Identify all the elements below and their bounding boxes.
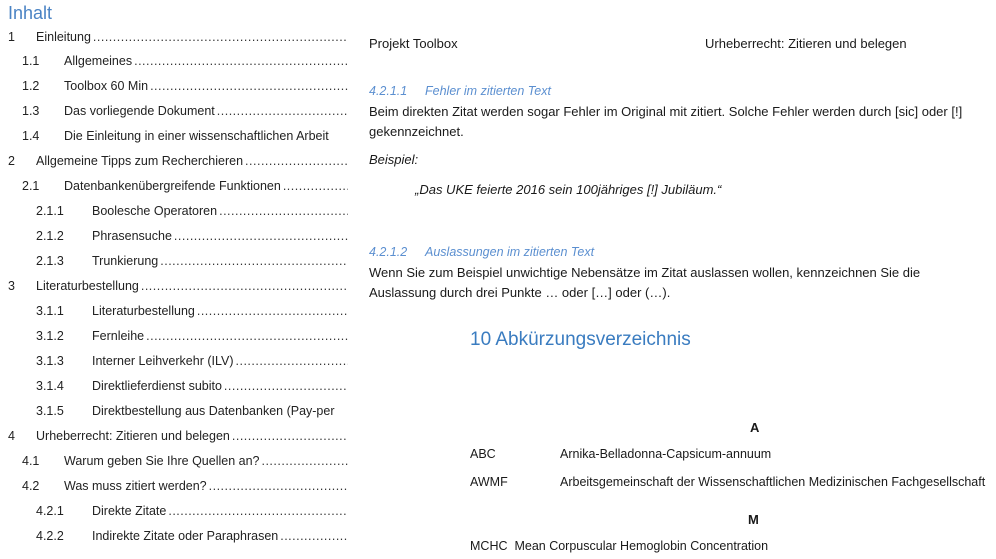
toc-dot-leader <box>209 477 348 495</box>
subheading-title: Auslassungen im zitierten Text <box>425 245 595 259</box>
toc-entry[interactable] <box>36 527 348 545</box>
toc-dot-leader <box>217 102 348 120</box>
paragraph-auslassungen: Wenn Sie zum Beispiel unwichtige Nebensätze im Zitat auslassen wollen, kennzeichnen Sie die Auslassung durch drei Punkte … oder […] oder (…). <box>369 265 921 300</box>
toc-entry[interactable] <box>22 452 348 470</box>
document-page <box>352 0 996 559</box>
toc-entry-number: 3.1.2 <box>36 329 64 343</box>
toc-entry-text: Was muss zitiert werden? <box>64 479 207 493</box>
toc-entry-number: 3.1.4 <box>36 379 64 393</box>
paragraph-fehler: Beim direkten Zitat werden sogar Fehler im Original mit zitiert. Solche Fehler werden durch [sic] oder [!] gekennzeichnet. <box>369 104 963 139</box>
toc-dot-leader <box>160 252 348 270</box>
toc-entry[interactable] <box>22 477 348 495</box>
toc-entry-text: Literaturbestellung <box>92 304 195 318</box>
chapter-heading: 10 Abkürzungsverzeichnis <box>470 329 691 350</box>
toc-dot-leader <box>283 177 348 195</box>
toc-entry[interactable] <box>36 377 348 395</box>
toc-title: Inhalt <box>8 3 53 23</box>
toc-entry-text: Fernleihe <box>92 329 145 343</box>
toc-entry-text: Warum geben Sie Ihre Quellen an? <box>64 454 260 468</box>
abbreviation-value: Arnika-Belladonna-Capsicum-annuum <box>560 447 772 461</box>
toc-dot-leader <box>232 427 348 445</box>
letter-heading-m: M <box>748 512 759 527</box>
abbreviation-key: MCHC <box>470 539 508 553</box>
toc-entry[interactable] <box>36 202 348 220</box>
toc-entry-text: Toolbox 60 Min <box>64 79 149 93</box>
toc-entry-text: Allgemeines <box>64 54 133 68</box>
abbreviation-value: Mean Corpuscular Hemoglobin Concentration <box>514 539 769 553</box>
toc-entry-number: 2.1.3 <box>36 254 64 268</box>
toc-entry-text: Phrasensuche <box>92 229 172 243</box>
header-right: Urheberrecht: Zitieren und belegen <box>705 36 907 51</box>
header-left: Projekt Toolbox <box>369 36 458 51</box>
subheading-auslassungen <box>369 245 594 259</box>
toc-entry[interactable] <box>36 302 348 320</box>
toc-entry[interactable] <box>36 402 348 420</box>
abbreviation-key: ABC <box>470 447 496 461</box>
toc-dot-leader <box>141 277 348 295</box>
toc-entry-number: 4.2.2 <box>36 529 64 543</box>
toc-entry-text: Einleitung <box>36 30 91 44</box>
toc-dot-leader <box>168 502 348 520</box>
toc-entry-text: Urheberrecht: Zitieren und belegen <box>36 429 230 443</box>
toc-entry-text: Das vorliegende Dokument <box>64 104 215 118</box>
toc-entry[interactable] <box>36 252 348 270</box>
toc-dot-leader <box>261 452 348 470</box>
toc-entry[interactable] <box>8 152 348 170</box>
example-label: Beispiel: <box>369 152 419 167</box>
toc-entry-number: 2 <box>8 154 15 168</box>
toc-entry[interactable] <box>22 52 348 70</box>
toc-dot-leader <box>150 77 348 95</box>
toc-entry[interactable] <box>36 327 348 345</box>
toc-entry-number: 4.2 <box>22 479 40 493</box>
subheading-number: 4.2.1.2 <box>369 245 408 259</box>
toc-entry-number: 1.3 <box>22 104 40 118</box>
toc-entry-number: 4 <box>8 429 15 443</box>
toc-entry-text: Datenbankenübergreifende Funktionen <box>64 179 281 193</box>
toc-entry-text: Direkte Zitate <box>92 504 167 518</box>
toc-entry-number: 3.1.5 <box>36 404 64 418</box>
toc-entry[interactable] <box>22 77 348 95</box>
toc-entry-number: 2.1.2 <box>36 229 64 243</box>
toc-dot-leader <box>134 52 348 70</box>
toc-entry-text: Die Einleitung in einer wissenschaftlichen Arbeit <box>64 129 329 143</box>
toc-dot-leader <box>245 152 348 170</box>
toc-entry[interactable] <box>36 227 348 245</box>
toc-entry-number: 4.2.1 <box>36 504 64 518</box>
toc-entry-number: 1.4 <box>22 129 40 143</box>
toc-dot-leader <box>236 352 349 370</box>
toc-entry-number: 3.1.3 <box>36 354 64 368</box>
subheading-title: Fehler im zitierten Text <box>425 84 551 98</box>
toc-entry-number: 3.1.1 <box>36 304 64 318</box>
example-quote: „Das UKE feierte 2016 sein 100jähriges [!] Jubiläum.“ <box>415 182 722 197</box>
toc-entry-text: Indirekte Zitate oder Paraphrasen <box>92 529 279 543</box>
toc-entry-text: Boolesche Operatoren <box>92 204 218 218</box>
toc-entry[interactable] <box>36 352 348 370</box>
toc-entry[interactable] <box>22 177 348 195</box>
subheading-number: 4.2.1.1 <box>369 84 408 98</box>
toc-dot-leader <box>146 327 348 345</box>
toc-dot-leader <box>219 202 348 220</box>
toc-entry-text: Trunkierung <box>92 254 159 268</box>
toc-entry[interactable] <box>22 102 348 120</box>
toc-entry-number: 2.1.1 <box>36 204 64 218</box>
toc-entry-number: 1 <box>8 30 15 44</box>
toc-entry-number: 1.1 <box>22 54 40 68</box>
toc-entry-number: 4.1 <box>22 454 40 468</box>
toc-dot-leader <box>280 527 348 545</box>
toc-entry[interactable] <box>22 127 348 145</box>
toc-entry[interactable] <box>8 427 348 445</box>
toc-dot-leader <box>174 227 348 245</box>
toc-entry[interactable] <box>36 502 348 520</box>
toc-entry-number: 3 <box>8 279 15 293</box>
toc-entry-number: 1.2 <box>22 79 40 93</box>
subheading-fehler <box>369 84 551 98</box>
abbreviation-key: AWMF <box>470 475 508 489</box>
toc-entry-text: Direktbestellung aus Datenbanken (Pay-per <box>92 404 335 418</box>
toc-entry-text: Literaturbestellung <box>36 279 139 293</box>
toc-dot-leader <box>224 377 348 395</box>
toc-entry-text: Allgemeine Tipps zum Recherchieren <box>36 154 244 168</box>
toc-entry[interactable] <box>8 28 348 46</box>
toc-panel <box>0 0 352 559</box>
toc-entry-text: Direktlieferdienst subito <box>92 379 222 393</box>
letter-heading-a: A <box>750 420 760 435</box>
toc-entry-text: Interner Leihverkehr (ILV) <box>92 354 234 368</box>
abbreviation-value: Arbeitsgemeinschaft der Wissenschaftlichen Medizinischen Fachgesellschaft <box>560 475 986 489</box>
abbreviation-row <box>470 539 768 553</box>
toc-entry[interactable] <box>8 277 348 295</box>
toc-entry-number: 2.1 <box>22 179 40 193</box>
toc-dot-leader <box>197 302 348 320</box>
toc-dot-leader <box>93 28 348 46</box>
